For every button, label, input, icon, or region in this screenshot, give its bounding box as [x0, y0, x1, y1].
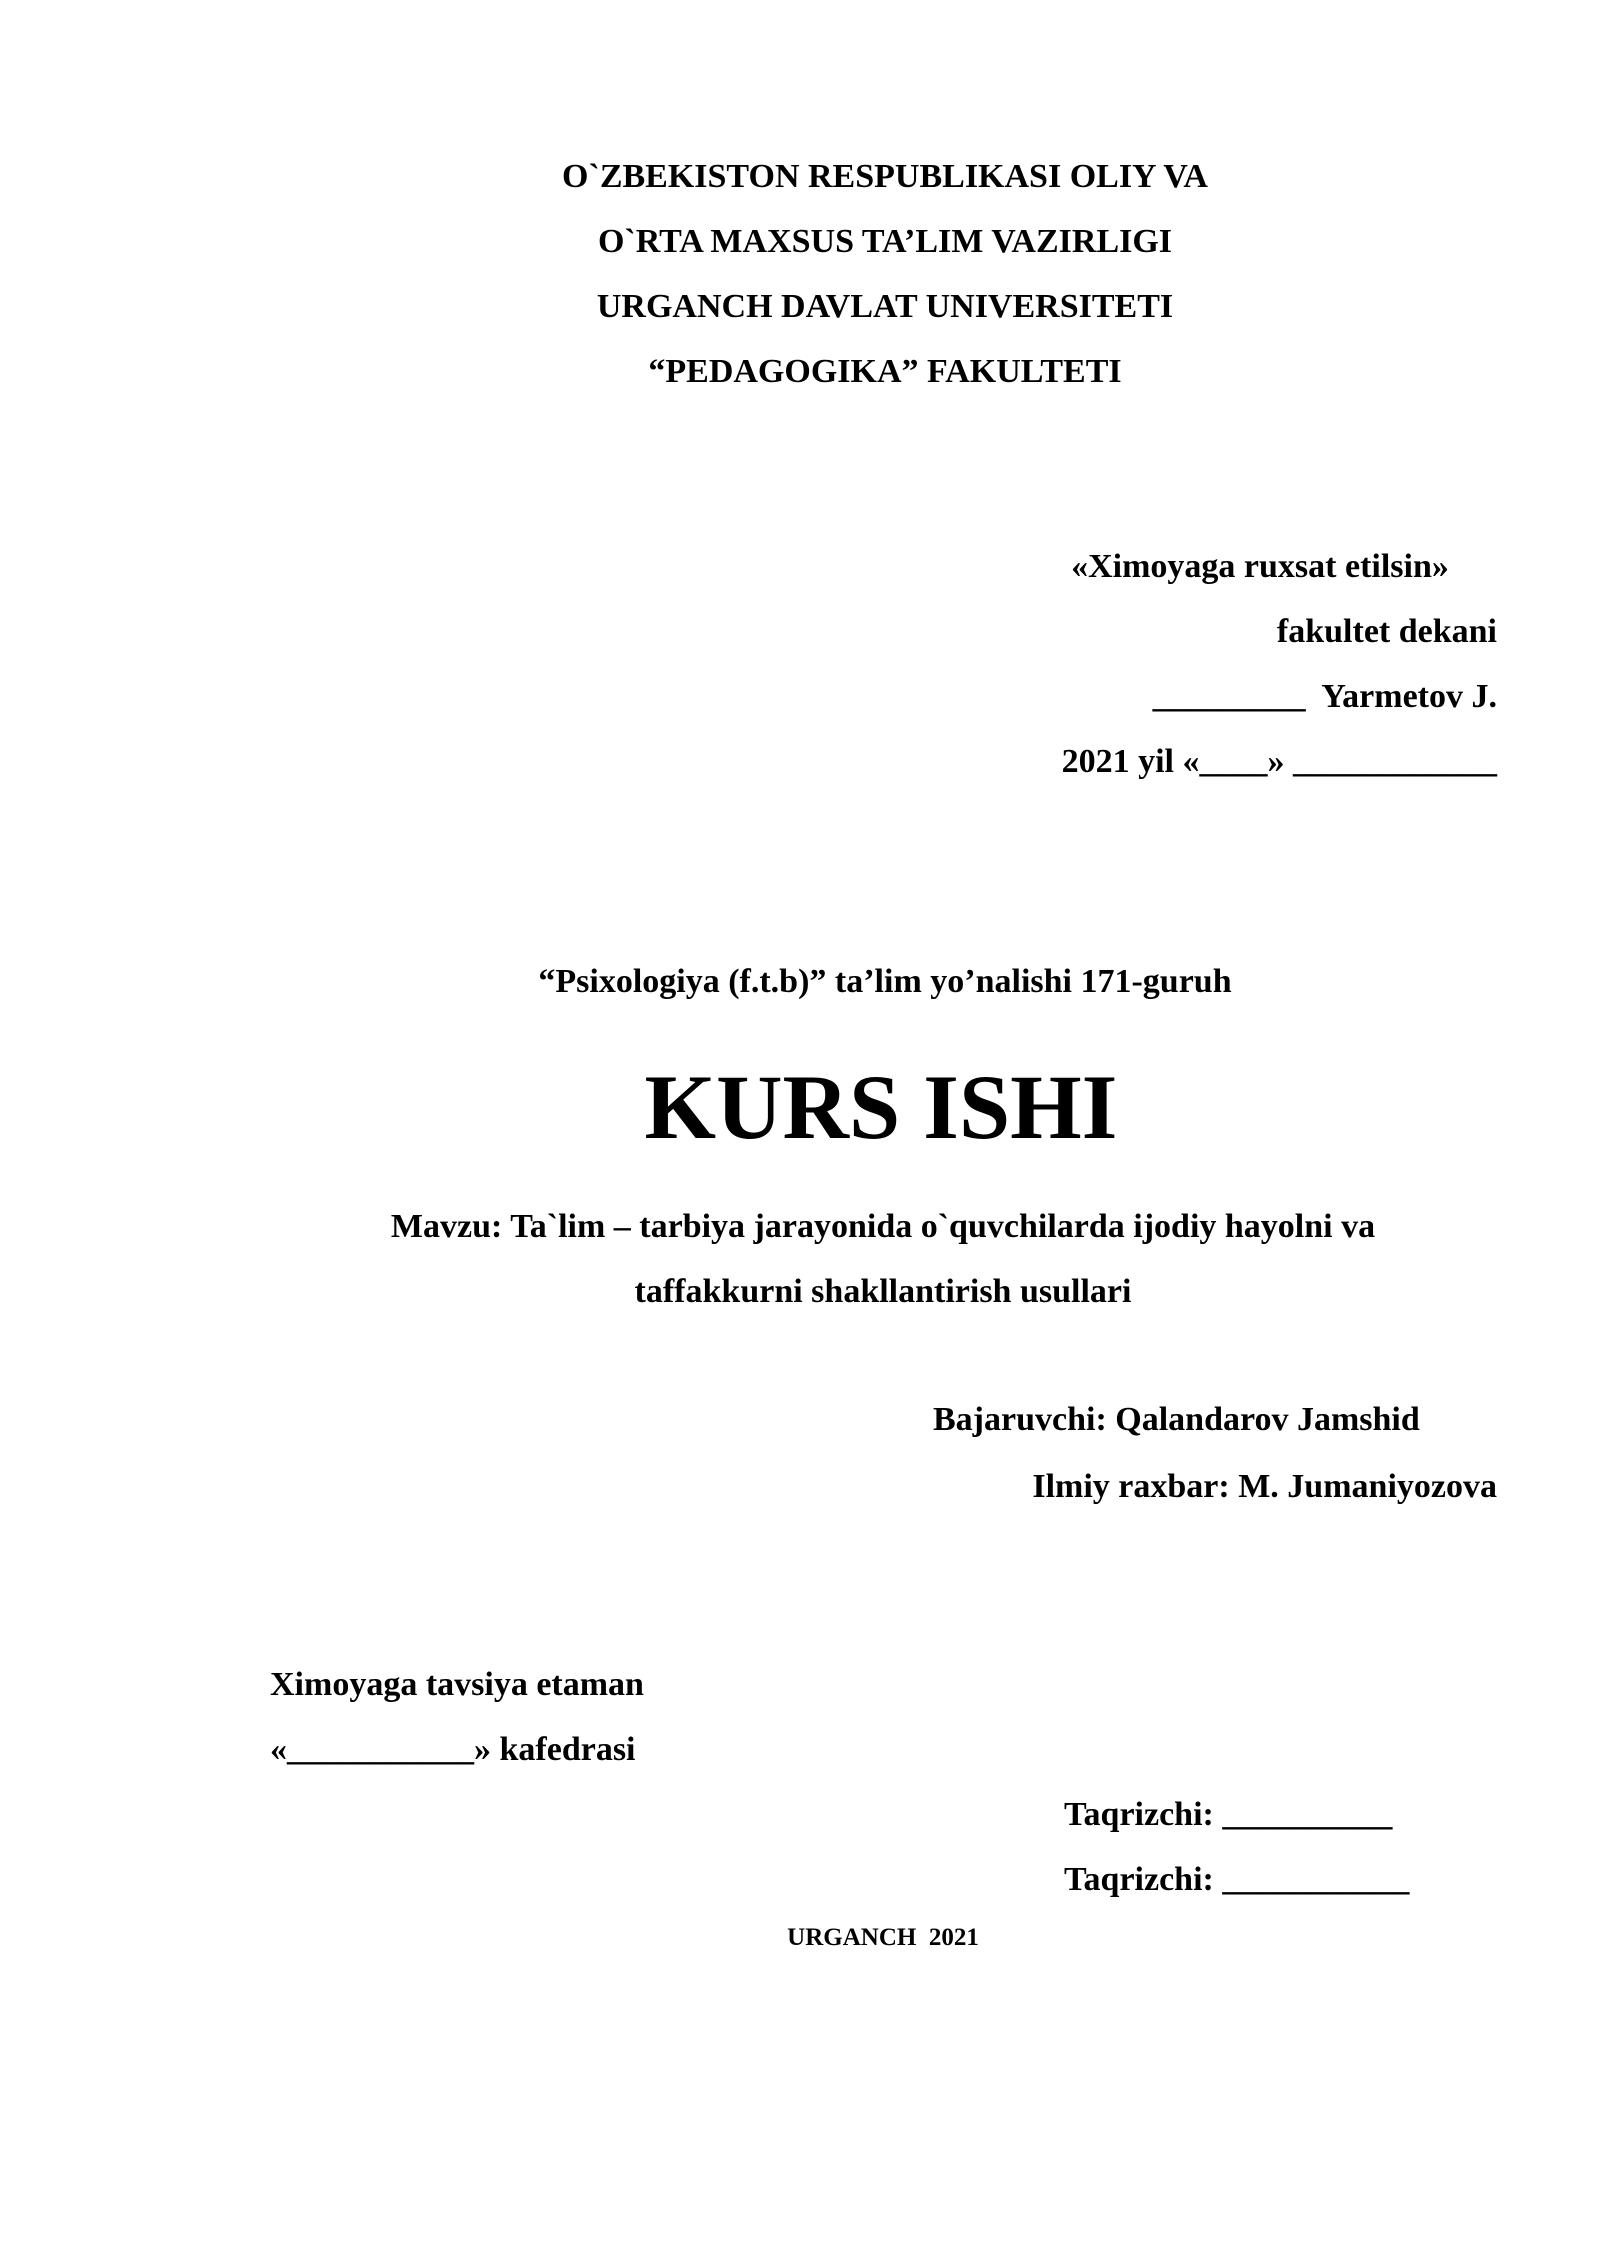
- footer-city-year: URGANCH 2021: [787, 1924, 979, 1951]
- topic-line1: Mavzu: Ta`lim – tarbiya jarayonida o`quvchilarda ijodiy hayolni va: [390, 1208, 1376, 1245]
- header-university: URGANCH DAVLAT UNIVERSITETI: [596, 288, 1174, 325]
- approval-permission: «Ximoyaga ruxsat etilsin»: [1071, 548, 1449, 585]
- header-ministry-line2: O`RTA MAXSUS TA’LIM VAZIRLIGI: [597, 223, 1173, 260]
- document-title: KURS ISHI: [644, 1056, 1118, 1158]
- supervisor-line: Ilmiy raxbar: M. Jumaniyozova: [1032, 1468, 1497, 1505]
- header-ministry-line1: O`ZBEKISTON RESPUBLIKASI OLIY VA: [562, 158, 1208, 195]
- header-faculty: “PEDAGOGIKA” FAKULTETI: [648, 353, 1122, 390]
- approval-dean-signature: _________ Yarmetov J.: [1152, 678, 1497, 715]
- topic-line2: taffakkurni shakllantirish usullari: [634, 1273, 1132, 1310]
- recommend-line1: Ximoyaga tavsiya etaman: [270, 1666, 644, 1703]
- reviewer-line1: Taqrizchi: __________: [1064, 1796, 1393, 1833]
- executor-line: Bajaruvchi: Qalandarov Jamshid: [933, 1401, 1420, 1438]
- recommend-department: «___________» kafedrasi: [270, 1731, 636, 1768]
- reviewer-line2: Taqrizchi: ___________: [1064, 1861, 1410, 1898]
- approval-date: 2021 yil «____» ____________: [1061, 743, 1497, 780]
- approval-dean-title: fakultet dekani: [1276, 613, 1497, 650]
- group-line: “Psixologiya (f.t.b)” ta’lim yo’nalishi 171-guruh: [538, 963, 1232, 1000]
